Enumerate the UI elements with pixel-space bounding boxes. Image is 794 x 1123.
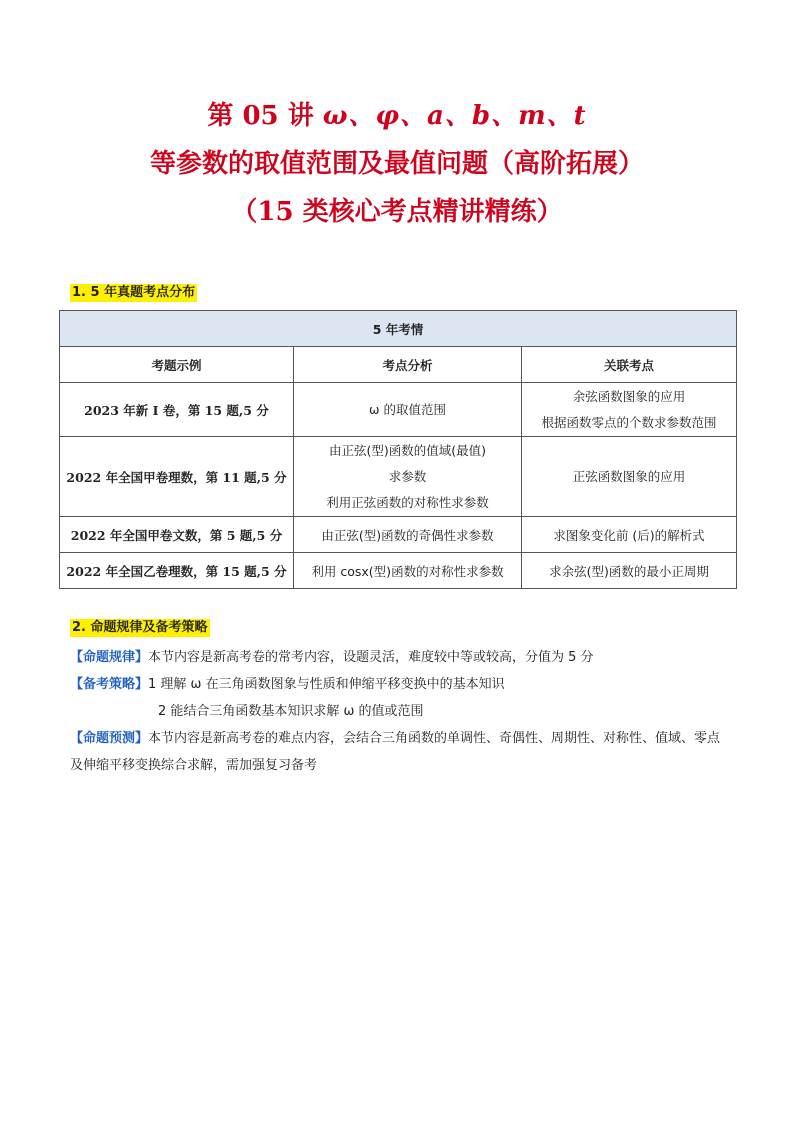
preparation-strategy-row-2 <box>70 698 730 725</box>
analysis-cell <box>294 383 522 437</box>
proposition-prediction-row <box>70 725 730 779</box>
proposition-law-tag: 【命题规律】 <box>70 650 149 665</box>
related-cell: 求图象变化前 (后)的解析式 <box>522 517 737 553</box>
table-caption: 5 年考情 <box>60 311 737 347</box>
analysis-line: 由正弦(型)函数的值域(最值) <box>328 442 486 458</box>
table-caption-row <box>60 311 737 347</box>
title-lecture-number: 第 05 讲 <box>207 101 314 131</box>
related-cell <box>522 437 737 517</box>
column-header: 关联考点 <box>522 347 737 383</box>
analysis-cell <box>294 437 522 517</box>
related-cell <box>522 383 737 437</box>
proposition-prediction-text: 本节内容是新高考卷的难点内容，会结合三角函数的单调性、奇偶性、周期性、对称性、值域、零点及伸缩平移变换综合求解，需加强复习备考 <box>70 731 721 773</box>
strategy-item: 2 能结合三角函数基本知识求解 ω 的值或范围 <box>158 704 424 719</box>
analysis-line: 求参数 <box>388 468 427 484</box>
title-line-3: （15 类核心考点精讲精练） <box>231 197 563 227</box>
analysis-cell: 由正弦(型)函数的奇偶性求参数 <box>294 517 522 553</box>
table-row <box>60 553 737 589</box>
related-cell: 求余弦(型)函数的最小正周期 <box>522 553 737 589</box>
document-title <box>0 96 794 232</box>
preparation-strategy-row <box>70 671 730 698</box>
strategy-item: 1 理解 ω 在三角函数图象与性质和伸缩平移变换中的基本知识 <box>148 677 505 692</box>
column-header: 考题示例 <box>60 347 294 383</box>
column-header: 考点分析 <box>294 347 522 383</box>
analysis-line: 利用正弦函数的对称性求参数 <box>326 494 489 510</box>
proposition-law-row <box>70 644 730 671</box>
preparation-strategy-tag: 【备考策略】 <box>70 677 149 692</box>
title-line-1 <box>0 96 794 136</box>
title-parameters: ω、φ、a、b、m、t <box>322 101 587 131</box>
exam-example-cell: 2022 年全国乙卷理数，第 15 题,5 分 <box>60 553 294 589</box>
exam-example-cell: 2022 年全国甲卷文数，第 5 题,5 分 <box>60 517 294 553</box>
exam-example-cell: 2022 年全国甲卷理数，第 11 题,5 分 <box>60 437 294 517</box>
related-line: 正弦函数图象的应用 <box>572 468 686 484</box>
table-row <box>60 437 737 517</box>
table-row <box>60 383 737 437</box>
exam-example-cell: 2023 年新 I 卷，第 15 题,5 分 <box>60 383 294 437</box>
section-heading-exam-distribution: 1. 5 年真题考点分布 <box>72 285 196 300</box>
proposition-prediction-tag: 【命题预测】 <box>70 731 149 746</box>
section-heading-strategy: 2. 命题规律及备考策略 <box>72 620 208 635</box>
table-header-row <box>60 347 737 383</box>
exam-distribution-table <box>59 310 737 589</box>
analysis-cell: 利用 cosx(型)函数的对称性求参数 <box>294 553 522 589</box>
proposition-law-text: 本节内容是新高考卷的常考内容，设题灵活，难度较中等或较高，分值为 5 分 <box>148 650 594 665</box>
strategy-block <box>70 644 730 779</box>
title-line-2: 等参数的取值范围及最值问题（高阶拓展） <box>149 149 644 179</box>
analysis-line: ω 的取值范围 <box>369 401 446 417</box>
related-line: 余弦函数图象的应用 <box>572 388 686 404</box>
table-row <box>60 517 737 553</box>
related-line: 根据函数零点的个数求参数范围 <box>541 414 717 430</box>
